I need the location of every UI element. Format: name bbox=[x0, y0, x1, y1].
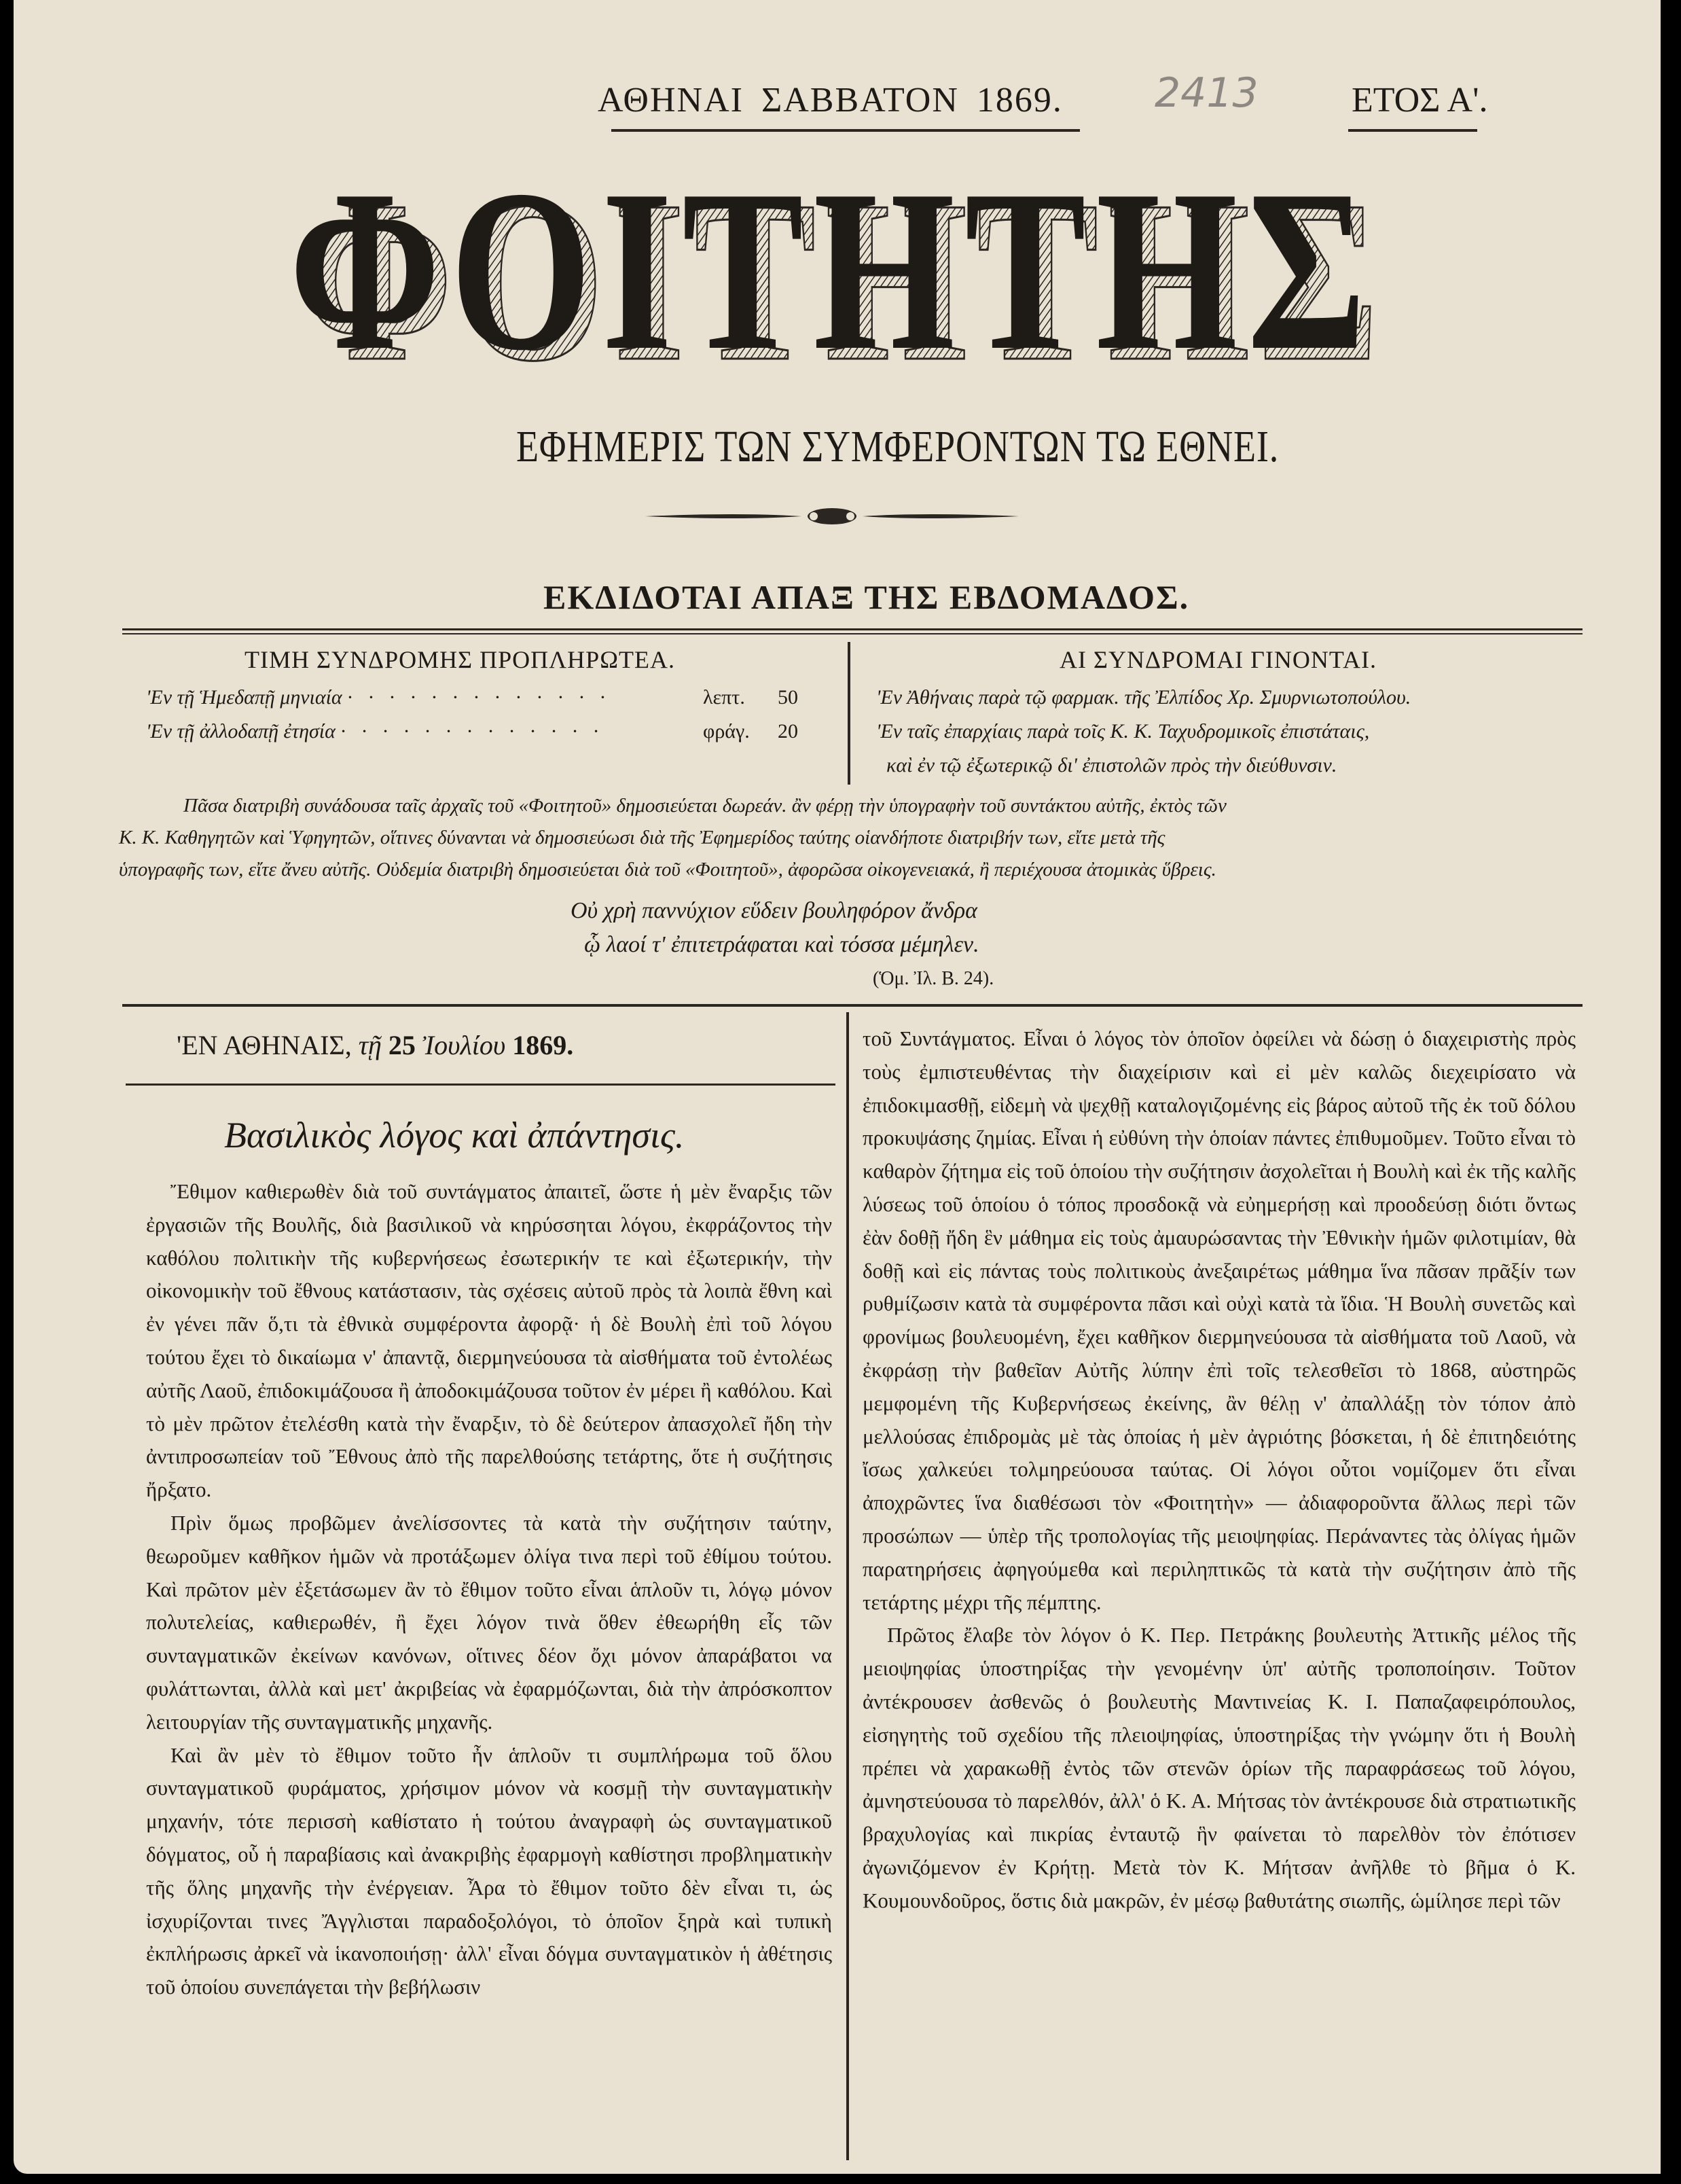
dot-leader: · · · · · · · · · · · · · bbox=[347, 686, 611, 709]
subscription-where-line: καὶ ἐν τῷ ἐξωτερικῷ δι' ἐπιστολῶν πρὸς τὴν διεύθυνσιν. bbox=[886, 754, 1337, 776]
city: ΑΘΗΝΑΙ bbox=[598, 81, 744, 120]
article-right-column bbox=[863, 1022, 1576, 2167]
subscription-where-line: 'Εν Ἀθήναις παρὰ τῷ φαρμακ. τῆς Ἐλπίδος Χρ. Σμυρνιωτοπούλου. bbox=[876, 686, 1411, 709]
article-left-column bbox=[146, 1175, 832, 2167]
notice-line: Κ. Κ. Καθηγητῶν καὶ Ὑφηγητῶν, οἵτινες δύνανται νὰ δημοσιεύωσι διὰ τῆς Ἐφημερίδος ταύτης οἱανδήποτε διατριβήν των, εἴτε μετὰ τῆς bbox=[119, 827, 1165, 848]
issue-place: 'ΕΝ ΑΘΗΝΑΙΣ, bbox=[177, 1030, 352, 1060]
day: ΣΑΒΒΑΤΟΝ bbox=[761, 81, 959, 120]
article-title: Βασιλικὸς λόγος καὶ ἀπάντησις. bbox=[224, 1115, 685, 1156]
notice-line: Πᾶσα διατριβὴ συνάδουσα ταῖς ἀρχαῖς τοῦ «Φοιτητοῦ» δημοσιεύεται δωρεάν. ἂν φέρῃ τὴν ὑπογραφὴν τοῦ συντάκτου αὐτῆς, ἐκτὸς τῶν bbox=[183, 795, 1227, 817]
issue-article: τῇ bbox=[358, 1030, 382, 1060]
subscription-row-price: 20 bbox=[778, 720, 798, 742]
masthead-text: ΦΟΙΤΗΤΗΣ bbox=[289, 170, 1376, 374]
volume-rule bbox=[1348, 129, 1477, 132]
subscription-row-unit: φράγ. bbox=[703, 720, 750, 742]
notice-line: ὑπογραφῆς των, εἴτε ἄνευ αὐτῆς. Οὐδεμία διατριβὴ δημοσιεύεται διὰ τοῦ «Φοιτητοῦ», ἀφορῶσα οἰκογενειακά, ἢ περιέχουσα ἀτομικὰς ὕβρεις. bbox=[119, 859, 1216, 880]
subscription-row-label: 'Εν τῇ ἀλλοδαπῇ ἐτησία bbox=[146, 720, 336, 742]
ornament-divider bbox=[645, 503, 1019, 530]
issue-dateline bbox=[177, 1029, 573, 1061]
article-paragraph: Πρὶν ὅμως προβῶμεν ἀνελίσσοντες τὰ κατὰ τὴν συζήτησιν ταύτην, θεωροῦμεν καθῆκον ἡμῶν νὰ προτάξωμεν ὀλίγα τινα περὶ τοῦ ἐθίμου τούτου. Καὶ πρῶτον μὲν ἐξετάσωμεν ἂν τὸ ἔθιμον τοῦτο εἶναι ἁπλοῦν τι, λόγῳ μόνον πολυτελείας, καθιερωθέν, ἢ ἔχει λόγον τινὰ ὅθεν ἐθεωρήθη εἷς τῶν συνταγματικῶν ἐκείνων κανόνων, οἵτινες δέον ὄχι μόνον ἀπαράβατοι να φυλάττωνται, ἀλλὰ καὶ μετ' ἀκριβείας νὰ ἐφαρμόζωνται, διὰ τὴν ἀπρόσκοπτον λειτουργίαν τῆς συνταγματικῆς μηχανῆς. bbox=[146, 1510, 832, 1734]
subscription-row-unit: λεπτ. bbox=[703, 686, 745, 709]
dateline-rule bbox=[611, 129, 1080, 132]
article-paragraph: Πρῶτος ἔλαβε τὸν λόγον ὁ Κ. Περ. Πετράκης βουλευτὴς Ἀττικῆς μέλος τῆς μειοψηφίας ὑποστηρίξας τὴν γενομένην ὑπ' αὐτῆς τροποποίησιν. Τοῦτον ἀντέκρουσεν ἀσθενῶς ὁ βουλευτὴς Μαντινείας Κ. Ι. Παπαζαφειρόπουλος, εἰσηγητὴς τοῦ σχεδίου τῆς πλειοψηφίας, ὑποστηρίξας τὴν γνώμην ὅτι ἡ Βουλὴ πρέπει νὰ χαρακωθῇ ἐντὸς τῶν στενῶν ὁρίων τῆς παραφράσεως τοῦ λόγου, ἀμνηστεύουσα τὸ παρελθόν, ἀλλ' ὁ Κ. Α. Μήτσας τὸν ἀντέκρουσε διὰ στρατιωτικῆς βραχυλογίας καὶ πικρίας ἐνταυτῷ ἣν φαίνεται τὸ παρελθὸν τὸν ἐπότισεν ἀγωνιζόμενον ἐν Κρήτῃ. Μετὰ τὸν Κ. Μήτσαν ἀνῆλθε τὸ βῆμα ὁ Κ. Κουμουνδοῦρος, ὅστις διὰ μακρῶν, ἐν μέσῳ βαθυτάτης σιωπῆς, ὡμίλησε περὶ τῶν bbox=[863, 1623, 1576, 1912]
column-divider bbox=[846, 1012, 849, 2160]
subscription-row-label: 'Εν τῇ Ἡμεδαπῇ μηνιαία bbox=[146, 686, 342, 709]
subscription-price-heading: ΤΙΜΗ ΣΥΝΔΡΟΜΗΣ ΠΡΟΠΛΗΡΩΤΕΑ. bbox=[245, 646, 675, 673]
issue-month: Ἰουλίου bbox=[422, 1030, 506, 1060]
article-paragraph: τοῦ Συντάγματος. Εἶναι ὁ λόγος τὸν ὁποῖον ὀφείλει νὰ δώσῃ ὁ διαχειριστὴς πρὸς τοὺς ἐμπιστευθέντας τὴν διαχείρισιν καὶ εἰ μὲν καλῶς διεχειρίσατο νὰ ἐπιδοκιμασθῇ, εἰδεμὴ νὰ ψεχθῇ καταλογιζομένης εἰς βάρος αὐτοῦ τῆς ἐκ τοῦ δόλου προκυψάσης ζημίας. Εἶναι ἡ εὐθύνη τὴν ὁποίαν πάντες ἐπιθυμοῦμεν. Τοῦτο εἶναι τὸ καθαρὸν ζήτημα εἰς τοῦ ὁποίου τὴν συζήτησιν ἀσχολεῖται ἡ Βουλὴ καὶ ἐκ τῆς καλῆς λύσεως τοῦ ὁποίου ὁ τόπος προσδοκᾷ νὰ εὐημερήσῃ καὶ προοδεύσῃ διότι ὄντως ἐὰν δοθῇ ἤδη ἓν μάθημα εἰς τοὺς ἀμαυρώσαντας τὴν Ἐθνικὴν ἡμῶν φιλοτιμίαν, θὰ δοθῇ καὶ εἰς πάντας τοὺς πολιτικοὺς ἀνεξαιρέτως μάθημα ἵνα πᾶσαν πρᾶξίν των ρυθμίζωσιν κατὰ τὰ συμφέροντα πᾶσι καὶ οὐχὶ κατὰ τὰ ἴδια. Ἡ Βουλὴ συνετῶς καὶ φρονίμως βουλευομένη, ἔχει καθῆκον διερμηνεύουσα τὰ αἰσθήματα τοῦ Λαοῦ, νὰ ἐκφράσῃ τὴν βαθεῖαν Αὐτῆς λύπην ἐπὶ τοῖς τελεσθεῖσι τὸ 1868, αὐστηρῶς μεμφομένη τῆς Κυβερνήσεως ἐκείνης, ἂν θέλῃ ν' ἀπαλλάξῃ τὸν τόπον ἀπὸ μελλούσας ἐπιδρομὰς μὲ τὰς ὁποίας ἡ μὲν ἀγριότης βόσκεται, ἡ δὲ ἐπιτηδειότης ἴσως χαλκεύει τολμηρεύουσα ταύτας. Οἱ λόγοι οὗτοι νομίζομεν ὅτι εἶναι ἀποχρῶντες ἵνα διαθέσωσι τὸν «Φοιτητὴν» — ἀδιαφοροῦντα ἄλλως περὶ τῶν προσώπων — ὑπὲρ τῆς τροπολογίας τῆς μειοψηφίας. Περάναντες τὰς ὀλίγας ἡμῶν παρατηρήσεις ἀφηγούμεθα καὶ περιληπτικῶς τὰ κατὰ τὴν συζήτησιν ἀπὸ τῆς τετάρτης μέχρι τῆς πέμπτης. bbox=[863, 1026, 1576, 1614]
masthead-subtitle: ΕΦΗΜΕΡΙΣ ΤΩΝ ΣΥΜΦΕΡΟΝΤΩΝ ΤΩ ΕΘΝΕΙ. bbox=[516, 422, 1280, 471]
rule-top-2 bbox=[122, 633, 1583, 634]
subscription-row bbox=[146, 720, 832, 743]
issue-day: 25 bbox=[388, 1030, 416, 1060]
year: 1869. bbox=[976, 81, 1063, 120]
dot-leader: · · · · · · · · · · · · · bbox=[340, 720, 604, 742]
dateline bbox=[598, 80, 1081, 120]
subscription-row bbox=[146, 686, 832, 709]
pencil-note: 2413 bbox=[1155, 69, 1259, 117]
issue-year: 1869. bbox=[512, 1030, 574, 1060]
masthead-title bbox=[278, 170, 1392, 374]
rule-top bbox=[122, 628, 1583, 630]
epigraph-line: ᾧ λαοί τ' ἐπιτετράφαται καὶ τόσσα μέμηλεν. bbox=[584, 932, 979, 957]
rule-under-date bbox=[126, 1084, 835, 1086]
volume-label: ΕΤΟΣ Α'. bbox=[1352, 81, 1488, 120]
publication-frequency: ΕΚΔΙΔΟΤΑΙ ΑΠΑΞ ΤΗΣ ΕΒΔΟΜΑΔΟΣ. bbox=[543, 578, 1190, 616]
subscription-where-heading: ΑΙ ΣΥΝΔΡΟΜΑΙ ΓΙΝΟΝΤΑΙ. bbox=[1060, 646, 1377, 673]
rule-columns bbox=[122, 1004, 1583, 1007]
epigraph-line: Οὐ χρὴ παννύχιον εὕδειν βουληφόρον ἄνδρα bbox=[571, 898, 977, 923]
article-paragraph: Καὶ ἂν μὲν τὸ ἔθιμον τοῦτο ἦν ἁπλοῦν τι συμπλήρωμα τοῦ ὅλου συνταγματικοῦ φυράματος, χρήσιμον μόνον νὰ κοσμῇ τὴν συνταγματικὴν μηχανήν, τότε περισσὴ καθίστατο ἡ τούτου ἀναγραφὴ ὡς συνταγματικοῦ δόγματος, οὗ ἡ παραβίασις καὶ ἀνακριβὴς ἐφαρμογὴ καθίστησι προβληματικὴν τῆς ὅλης μηχανῆς τὴν ἐνέργειαν. Ἆρα τὸ ἔθιμον τοῦτο δὲν εἶναι τι, ὡς ἰσχυρίζονται τινες Ἄγγλισται παραδοξολόγοι, τὸ ὁποῖον ξηρὰ καὶ τυπικὴ ἐκπλήρωσις ἀρκεῖ νὰ ἱκανοποιήσῃ· ἀλλ' εἶναι δόγμα συνταγματικὸν ἡ ἀθέτησις τοῦ ὁποίου συνεπάγεται τὴν βεβήλωσιν bbox=[146, 1742, 832, 1999]
subscription-where-line: 'Εν ταῖς ἐπαρχίαις παρὰ τοῖς Κ. Κ. Ταχυδρομικοῖς ἐπιστάταις, bbox=[876, 720, 1370, 742]
subscription-divider bbox=[848, 642, 850, 785]
epigraph-source: (Ὁμ. Ἰλ. Β. 24). bbox=[873, 968, 994, 989]
article-paragraph: Ἔθιμον καθιερωθὲν διὰ τοῦ συντάγματος ἀπαιτεῖ, ὥστε ἡ μὲν ἔναρξις τῶν ἐργασιῶν τῆς Βουλῆς, διὰ βασιλικοῦ νὰ κηρύσσηται λόγου, ἐκφράζοντος τὴν καθόλου πολιτικὴν τῆς κυβερνήσεως ἐσωτερικήν τε καὶ ἐξωτερικήν, τὴν οἰκονομικὴν τοῦ ἔθνους κατάστασιν, τὰς σχέσεις αὐτοῦ πρὸς τὰ λοιπὰ ἔθνη καὶ ἐν γένει πᾶν ὅ,τι τὰ ἐθνικὰ συμφέροντα ἀφορᾷ· ἡ δὲ Βουλὴ ἐπὶ τοῦ λόγου τούτου ἔχει τὸ δικαίωμα ν' ἀπαντᾷ, διερμηνεύουσα τὰ αἰσθήματα τοῦ ἐντολέως αὐτῆς Λαοῦ, ἐπιδοκιμάζουσα ἢ ἀποδοκιμάζουσα τοῦτον ἐν μέρει ἢ καθόλου. Καὶ τὸ μὲν πρῶτον ἐτελέσθη κατὰ τὴν ἔναρξιν, τὸ δὲ δεύτερον ἀπασχολεῖ ἤδη τὴν ἀντιπροσωπείαν τοῦ Ἔθνους ἀπὸ τῆς παρελθούσης τετάρτης, ὅτε ἡ συζήτησις ἤρξατο. bbox=[146, 1179, 832, 1502]
masthead-shadow: ΦΟΙΤΗΤΗΣ bbox=[302, 170, 1388, 374]
subscription-row-price: 50 bbox=[778, 686, 798, 709]
